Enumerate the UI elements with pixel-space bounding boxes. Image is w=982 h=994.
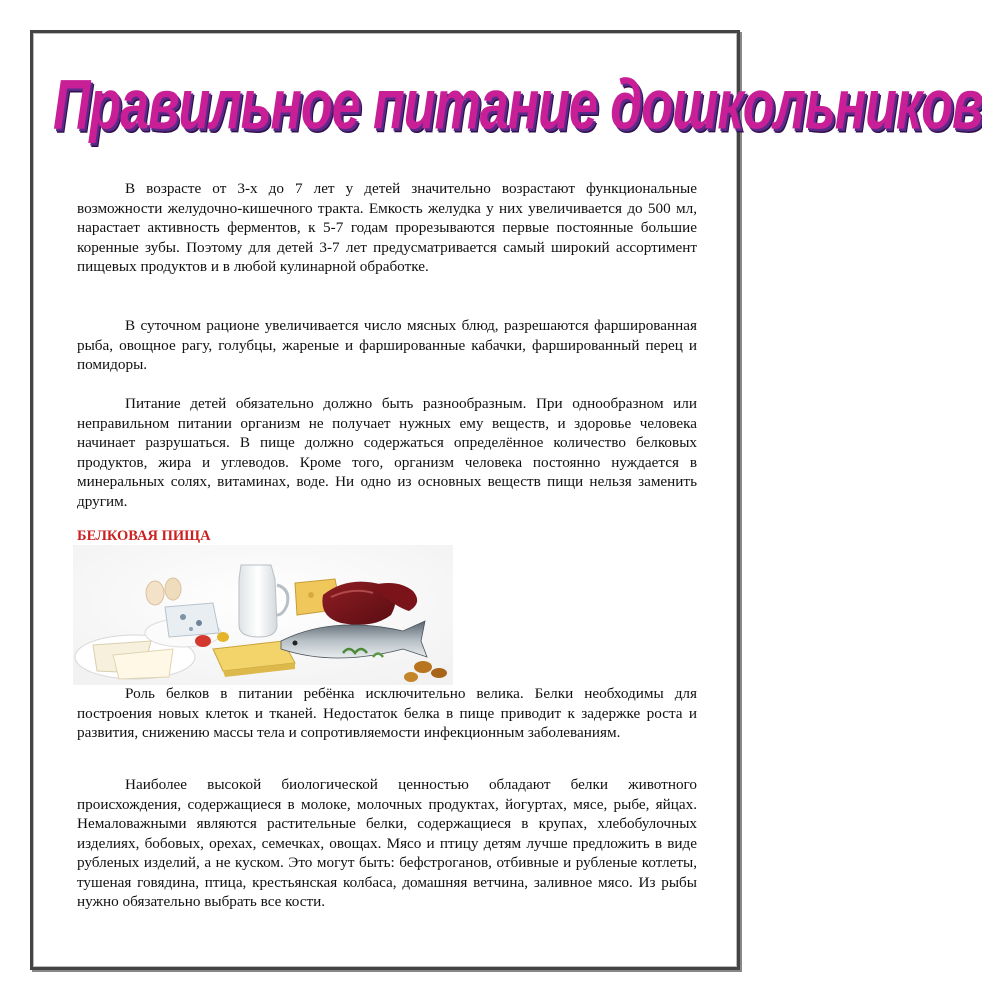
paragraph-intro: В возрасте от 3-х до 7 лет у детей значительно возрастают функциональные возможности желудочно-кишечного тракта. Емкость желудка у них увеличивается до 500 мл, нарастает активность ферментов, к 5-7 годам прорезываются первые постоянные большие коренные зубы. Поэтому для детей 3-7 лет предусматривается самый широкий ассортимент пищевых продуктов и в любой кулинарной обработке. <box>77 180 697 275</box>
paragraph-protein-role: Роль белков в питании ребёнка исключительно велика. Белки необходимы для построения новых клеток и тканей. Недостаток белка в пище приводит к задержке роста и развития, снижению массы тела и сопротивляемости инфекционным заболеваниям. <box>77 685 697 741</box>
page-title: Правильное питание дошкольников <box>53 66 982 145</box>
food-illustration <box>73 545 453 685</box>
paragraph-daily-ration: В суточном рационе увеличивается число мясных блюд, разрешаются фаршированная рыба, овощное рагу, голубцы, жареные и фаршированные кабачки, фаршированный перец и помидоры. <box>77 317 697 373</box>
page-frame <box>30 30 982 970</box>
paragraph-protein-sources: Наиболее высокой биологической ценностью обладают белки животного происхождения, содержащиеся в молоке, молочных продуктах, йогуртах, мясе, рыбе, яйцах. Немаловажными являются растительные белки, содержащиеся в крупах, хлебобулочных изделиях, бобовых, орехах, семечках, овощах. Мясо и птицу детям лучше предложить в виде рубленых изделий, а не куском. Это могут быть: бефстроганов, отбивные и рубленые котлеты, тушеная говядина, птица, крестьянская колбаса, домашняя ветчина, заливное мясо. Из рыбы нужно обязательно выбрать все кости. <box>77 776 697 910</box>
title-container <box>53 65 982 155</box>
paragraph-variety: Питание детей обязательно должно быть разнообразным. При однообразном или неправильном питании организм не получает нужных ему веществ, и здоровье человека начинает разрушаться. В пище должно содержаться определённое количество белковых продуктов, жира и углеводов. Кроме того, организм человека постоянно нуждается в минеральных солях, витаминах, воде. Ни одно из основных веществ пищи нельзя заменить другим. <box>77 395 697 510</box>
section-heading-protein: БЕЛКОВАЯ ПИЩА <box>77 528 211 544</box>
protein-foods-photo <box>73 545 453 685</box>
